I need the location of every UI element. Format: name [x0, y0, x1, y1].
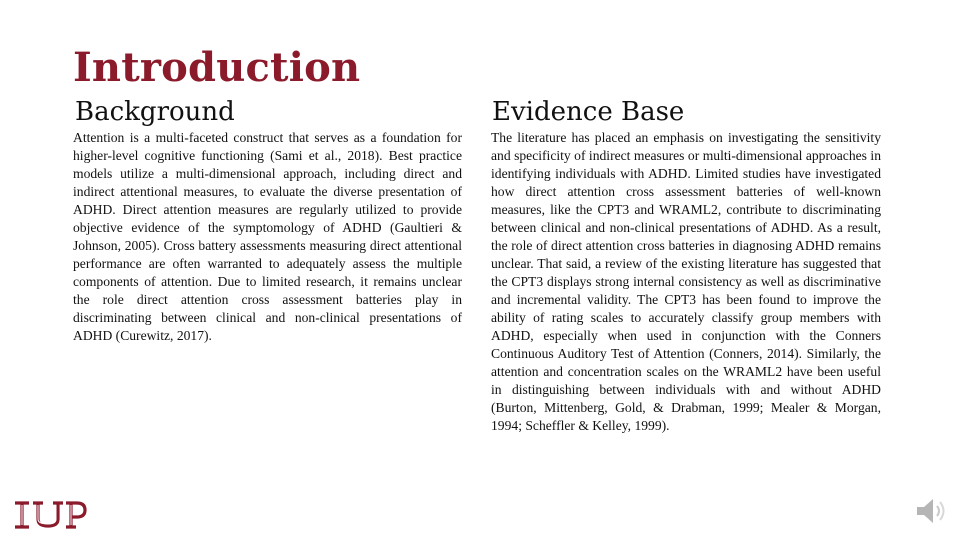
background-heading: Background	[75, 97, 235, 127]
iup-logo	[13, 500, 87, 530]
background-text: Attention is a multi-faceted construct that serves as a foundation for higher-level cognitive functioning (Sami et al., 2018). Best practice models utilize a multi-dimensional approach, including direct and indirect attentional measures, to evaluate the diverse presentation of ADHD. Direct attention measures are regularly utilized to provide objective evidence of the symptomology of ADHD (Gaultieri & Johnson, 2005). Cross battery assessments measuring direct attentional performance are often warranted to adequately assess the multiple components of attention. Due to limited research, it remains unclear the role direct attention cross assessment batteries play in discriminating between clinical and non-clinical presentations of ADHD (Curewitz, 2017).	[73, 130, 462, 343]
speaker-icon[interactable]	[914, 496, 948, 526]
evidence-base-text: The literature has placed an emphasis on investigating the sensitivity and specificity of indirect measures or multi-dimensional approaches in identifying individuals with ADHD. Limited studies have investigated how direct attention cross assessment batteries of well-known measures, like the CPT3 and WRAML2, contribute to discriminating between clinical and non-clinical presentations of ADHD. As a result, the role of direct attention cross batteries in diagnosing ADHD remains unclear. That said, a review of the existing literature has suggested that the CPT3 displays strong internal consistency as well as discriminative and incremental validity. The CPT3 has been found to improve the ability of rating scales to accurately classify group members with ADHD, especially when used in conjunction with the Conners Continuous Auditory Test of Attention (Conners, 2014). Similarly, the attention and concentration scales on the WRAML2 have been useful in distinguishing between individuals with and without ADHD (Burton, Mittenberg, Gold, & Drabman, 1999; Mealer & Morgan, 1994; Scheffler & Kelley, 1999).	[491, 130, 881, 433]
evidence-base-heading: Evidence Base	[492, 97, 685, 127]
slide-title: Introduction	[73, 44, 361, 91]
